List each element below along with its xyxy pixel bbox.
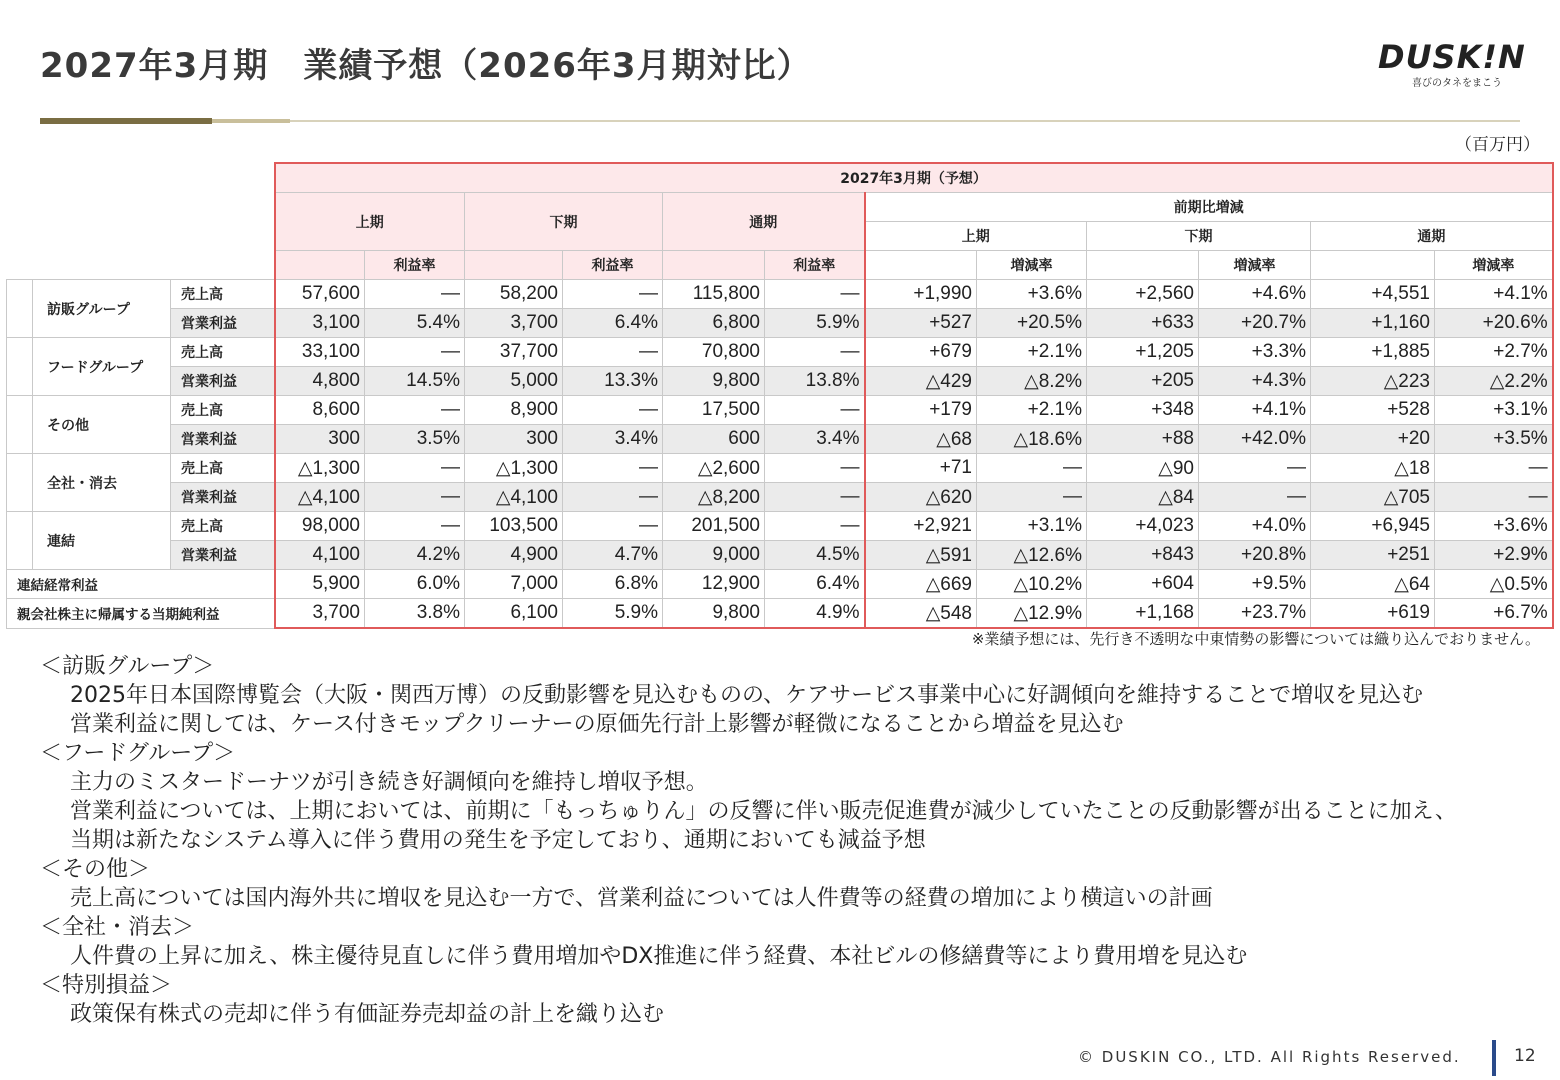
table-cell: ―	[563, 338, 663, 367]
row-item: 営業利益	[171, 309, 275, 338]
table-cell: ―	[365, 454, 465, 483]
table-cell: 300	[275, 425, 365, 454]
table-cell: +1,885	[1311, 338, 1435, 367]
group-indent	[7, 280, 33, 338]
copyright: © DUSKIN CO., LTD. All Rights Reserved.	[1078, 1048, 1461, 1066]
table-cell: △429	[865, 367, 977, 396]
table-cell: 300	[465, 425, 563, 454]
table-cell: 3.4%	[765, 425, 865, 454]
table-cell: ―	[365, 280, 465, 309]
table-cell: 7,000	[465, 570, 563, 599]
table-cell: 201,500	[663, 512, 765, 541]
table-cell: ―	[563, 483, 663, 512]
table-cell: ―	[365, 512, 465, 541]
row-item: 売上高	[171, 280, 275, 309]
change-header: 前期比増減	[865, 193, 1553, 222]
table-cell: 3,700	[465, 309, 563, 338]
row-item: 売上高	[171, 512, 275, 541]
table-cell: +179	[865, 396, 977, 425]
row-item: 営業利益	[171, 425, 275, 454]
table-cell: ―	[765, 338, 865, 367]
table-cell: △10.2%	[977, 570, 1087, 599]
group-indent	[7, 454, 33, 512]
table-cell: +1,160	[1311, 309, 1435, 338]
table-cell: +4,551	[1311, 280, 1435, 309]
table-cell: △64	[1311, 570, 1435, 599]
segment-comments	[40, 652, 1520, 1029]
table-cell: 14.5%	[365, 367, 465, 396]
table-cell: +6,945	[1311, 512, 1435, 541]
group-name: 連結	[33, 512, 171, 570]
table-cell: △669	[865, 570, 977, 599]
table-cell: 98,000	[275, 512, 365, 541]
table-cell: 600	[663, 425, 765, 454]
table-row	[7, 280, 1553, 309]
table-cell: △2.2%	[1435, 367, 1553, 396]
group-indent	[7, 396, 33, 454]
table-cell: +42.0%	[1199, 425, 1311, 454]
table-cell: ―	[563, 280, 663, 309]
table-cell: △8,200	[663, 483, 765, 512]
table-cell: 4.9%	[765, 599, 865, 629]
table-cell: +2.1%	[977, 396, 1087, 425]
table-cell: 9,800	[663, 367, 765, 396]
table-cell: 4.2%	[365, 541, 465, 570]
row-item: 売上高	[171, 454, 275, 483]
table-cell: ―	[765, 512, 865, 541]
table-cell: +88	[1087, 425, 1199, 454]
table-cell: +20.7%	[1199, 309, 1311, 338]
title-rule-dark	[40, 118, 212, 124]
table-cell: +528	[1311, 396, 1435, 425]
table-cell: +3.6%	[977, 280, 1087, 309]
table-cell: 3.8%	[365, 599, 465, 629]
table-cell: 6.0%	[365, 570, 465, 599]
table-cell: 9,000	[663, 541, 765, 570]
table-row	[7, 483, 1553, 512]
table-cell: +4.3%	[1199, 367, 1311, 396]
table-cell: 37,700	[465, 338, 563, 367]
table-cell: +633	[1087, 309, 1199, 338]
table-cell: +1,205	[1087, 338, 1199, 367]
table-cell: △68	[865, 425, 977, 454]
table-cell: △223	[1311, 367, 1435, 396]
table-cell: 3,700	[275, 599, 365, 629]
title-rule-mid	[212, 119, 290, 123]
table-cell: 5.9%	[563, 599, 663, 629]
table-cell: +2.7%	[1435, 338, 1553, 367]
table-cell: +23.7%	[1199, 599, 1311, 629]
table-cell: △12.6%	[977, 541, 1087, 570]
table-cell: +4.1%	[1435, 280, 1553, 309]
table-cell: 8,900	[465, 396, 563, 425]
change-header-fy: 通期	[1311, 222, 1553, 251]
table-cell: ―	[1435, 454, 1553, 483]
table-cell: 12,900	[663, 570, 765, 599]
comment-text: 売上高については国内海外共に増収を見込む一方で、営業利益については人件費等の経費の増加により横這いの計画	[70, 886, 1213, 911]
row-item: 営業利益	[171, 483, 275, 512]
comment-text: 政策保有株式の売却に伴う有価証券売却益の計上を織り込む	[70, 1002, 665, 1027]
table-cell: 103,500	[465, 512, 563, 541]
comment-heading: ＜訪販グループ＞	[40, 654, 215, 679]
change-header-h2: 下期	[1087, 222, 1311, 251]
table-cell: 3.4%	[563, 425, 663, 454]
table-cell: △2,600	[663, 454, 765, 483]
table-cell: +1,990	[865, 280, 977, 309]
table-cell: △12.9%	[977, 599, 1087, 629]
table-row	[7, 570, 1553, 599]
row-item: 売上高	[171, 338, 275, 367]
table-cell: 4.5%	[765, 541, 865, 570]
comment-heading: ＜全社・消去＞	[40, 915, 195, 940]
table-cell: 4,800	[275, 367, 365, 396]
table-cell: 9,800	[663, 599, 765, 629]
table-cell: △1,300	[275, 454, 365, 483]
table-cell: +1,168	[1087, 599, 1199, 629]
logo-tagline: 喜びのタネをまこう	[1412, 78, 1502, 89]
table-cell: △548	[865, 599, 977, 629]
table-cell: +3.3%	[1199, 338, 1311, 367]
total-row-name: 親会社株主に帰属する当期純利益	[7, 599, 275, 629]
table-body	[7, 280, 1553, 629]
table-cell: 115,800	[663, 280, 765, 309]
table-cell: ―	[765, 396, 865, 425]
table-cell: 57,600	[275, 280, 365, 309]
group-name: フードグループ	[33, 338, 171, 396]
row-item: 売上高	[171, 396, 275, 425]
table-cell: ―	[365, 396, 465, 425]
comment-heading: ＜特別損益＞	[40, 973, 173, 998]
row-item: 営業利益	[171, 367, 275, 396]
table-cell: ―	[765, 280, 865, 309]
table-cell: △18	[1311, 454, 1435, 483]
change-rate-label: 増減率	[977, 251, 1087, 280]
table-cell: +2,921	[865, 512, 977, 541]
table-cell: △1,300	[465, 454, 563, 483]
table-cell: △705	[1311, 483, 1435, 512]
table-cell: +604	[1087, 570, 1199, 599]
page-title: 2027年3月期 業績予想（2026年3月期対比）	[40, 46, 812, 86]
header-h2: 下期	[465, 193, 663, 251]
table-cell: +3.5%	[1435, 425, 1553, 454]
table-cell: +679	[865, 338, 977, 367]
table-cell: +3.1%	[1435, 396, 1553, 425]
table-cell: +619	[1311, 599, 1435, 629]
table-cell: +20.6%	[1435, 309, 1553, 338]
table-cell: △4,100	[465, 483, 563, 512]
duskin-logo	[1378, 40, 1524, 90]
table-cell: 5.4%	[365, 309, 465, 338]
margin-label: 利益率	[563, 251, 663, 280]
table-cell: 5,000	[465, 367, 563, 396]
table-cell: ―	[765, 483, 865, 512]
footer-bar	[1492, 1040, 1496, 1076]
table-cell: +9.5%	[1199, 570, 1311, 599]
comment-text: 営業利益については、上期においては、前期に「もっちゅりん」の反響に伴い販売促進費が減少していたことの反動影響が出ることに加え、	[70, 799, 1457, 824]
margin-label: 利益率	[765, 251, 865, 280]
table-row	[7, 396, 1553, 425]
table-cell: ―	[1435, 483, 1553, 512]
table-cell: 4.7%	[563, 541, 663, 570]
table-cell: +2.9%	[1435, 541, 1553, 570]
table-cell: +2,560	[1087, 280, 1199, 309]
table-row	[7, 599, 1553, 629]
table-cell: +20.5%	[977, 309, 1087, 338]
table-cell: △8.2%	[977, 367, 1087, 396]
table-cell: 70,800	[663, 338, 765, 367]
group-name: 訪販グループ	[33, 280, 171, 338]
table-cell: +4.1%	[1199, 396, 1311, 425]
table-cell: +20.8%	[1199, 541, 1311, 570]
logo-wordmark: DUSK!N	[1378, 38, 1526, 76]
table-cell: ―	[1199, 483, 1311, 512]
table-row	[7, 512, 1553, 541]
forecast-note: ※業績予想には、先行き不透明な中東情勢の影響については織り込んでおりません。	[971, 630, 1540, 648]
table-cell: 4,900	[465, 541, 563, 570]
table-cell: 4,100	[275, 541, 365, 570]
table-row	[7, 541, 1553, 570]
table-cell: ―	[563, 396, 663, 425]
table-cell: 13.8%	[765, 367, 865, 396]
table-cell: 6,100	[465, 599, 563, 629]
table-row	[7, 425, 1553, 454]
table-cell: 5.9%	[765, 309, 865, 338]
table-cell: 8,600	[275, 396, 365, 425]
table-row	[7, 309, 1553, 338]
table-row	[7, 454, 1553, 483]
table-cell: △18.6%	[977, 425, 1087, 454]
header-fy: 通期	[663, 193, 865, 251]
change-rate-label: 増減率	[1435, 251, 1553, 280]
comment-text: 人件費の上昇に加え、株主優待見直しに伴う費用増加やDX推進に伴う経費、本社ビルの修繕費等により費用増を見込む	[70, 944, 1248, 969]
row-item: 営業利益	[171, 541, 275, 570]
comment-heading: ＜その他＞	[40, 857, 151, 882]
table-row	[7, 367, 1553, 396]
margin-label: 利益率	[365, 251, 465, 280]
table-cell: 6.8%	[563, 570, 663, 599]
table-cell: △591	[865, 541, 977, 570]
table-cell: 5,900	[275, 570, 365, 599]
comment-text: 2025年日本国際博覧会（大阪・関西万博）の反動影響を見込むものの、ケアサービス事業中心に好調傾向を維持することで増収を見込む	[70, 683, 1424, 708]
unit-label: （百万円）	[1455, 135, 1540, 155]
table-cell: +4,023	[1087, 512, 1199, 541]
table-cell: ―	[1199, 454, 1311, 483]
table-cell: ―	[563, 512, 663, 541]
change-rate-label: 増減率	[1199, 251, 1311, 280]
table-cell: +4.0%	[1199, 512, 1311, 541]
group-indent	[7, 512, 33, 570]
table-cell: +2.1%	[977, 338, 1087, 367]
table-cell: 6,800	[663, 309, 765, 338]
table-cell: +251	[1311, 541, 1435, 570]
table-cell: △0.5%	[1435, 570, 1553, 599]
table-cell: △90	[1087, 454, 1199, 483]
table-cell: ―	[765, 454, 865, 483]
forecast-table	[6, 162, 1554, 629]
table-cell: 33,100	[275, 338, 365, 367]
group-indent	[7, 338, 33, 396]
table-cell: +3.6%	[1435, 512, 1553, 541]
table-cell: +6.7%	[1435, 599, 1553, 629]
table-cell: ―	[977, 454, 1087, 483]
group-name: その他	[33, 396, 171, 454]
table-cell: +20	[1311, 425, 1435, 454]
table-cell: 17,500	[663, 396, 765, 425]
comment-text: 営業利益に関しては、ケース付きモップクリーナーの原価先行計上影響が軽微になることから増益を見込む	[70, 712, 1124, 737]
table-cell: 3.5%	[365, 425, 465, 454]
page-number: 12	[1514, 1046, 1536, 1066]
table-cell: △620	[865, 483, 977, 512]
table-cell: 6.4%	[765, 570, 865, 599]
group-name: 全社・消去	[33, 454, 171, 512]
table-cell: 58,200	[465, 280, 563, 309]
title-rule-light	[290, 120, 1520, 122]
header-h1: 上期	[275, 193, 465, 251]
comment-text: 主力のミスタードーナツが引き続き好調傾向を維持し増収予想。	[70, 770, 708, 795]
table-cell: ―	[977, 483, 1087, 512]
table-row	[7, 338, 1553, 367]
table-cell: +843	[1087, 541, 1199, 570]
table-cell: 6.4%	[563, 309, 663, 338]
total-row-name: 連結経常利益	[7, 570, 275, 599]
table-cell: ―	[563, 454, 663, 483]
table-cell: +4.6%	[1199, 280, 1311, 309]
table-cell: 3,100	[275, 309, 365, 338]
comment-heading: ＜フードグループ＞	[40, 741, 236, 766]
forecast-header: 2027年3月期（予想）	[275, 163, 1553, 193]
table-cell: △84	[1087, 483, 1199, 512]
table-cell: +348	[1087, 396, 1199, 425]
table-cell: △4,100	[275, 483, 365, 512]
table-cell: ―	[365, 483, 465, 512]
table-cell: ―	[365, 338, 465, 367]
table-cell: +71	[865, 454, 977, 483]
table-cell: +205	[1087, 367, 1199, 396]
change-header-h1: 上期	[865, 222, 1087, 251]
table-cell: 13.3%	[563, 367, 663, 396]
comment-text: 当期は新たなシステム導入に伴う費用の発生を予定しており、通期においても減益予想	[70, 828, 926, 853]
table-cell: +3.1%	[977, 512, 1087, 541]
table-cell: +527	[865, 309, 977, 338]
